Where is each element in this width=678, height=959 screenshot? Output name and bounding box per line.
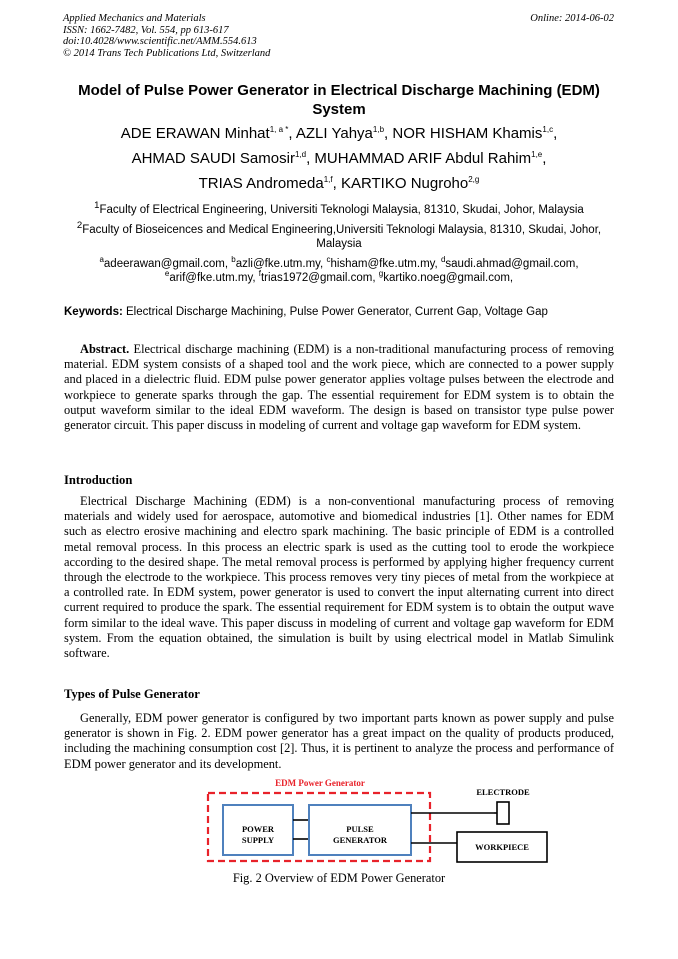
keywords-label: Keywords: (64, 306, 123, 318)
abstract-label: Abstract. (80, 342, 130, 356)
author-sup: 1,d (294, 150, 307, 159)
journal-header (63, 13, 270, 59)
abstract (64, 342, 614, 433)
author-name: AZLI Yahya (295, 125, 373, 142)
author-line-1: ADE ERAWAN Minhat$^{1, a *}$, AZLI Yahya$^{1,b}$, NOR HISHAM Khamis$^{1,c}$, (120, 125, 558, 142)
affiliation-sup: 1 (94, 200, 100, 211)
email: adeerawan@gmail.com, (103, 258, 232, 270)
doi-line: doi:10.4028/www.scientific.net/AMM.554.613 (63, 36, 257, 47)
email: azli@fke.utm.my, (235, 258, 327, 270)
author-sup: 1, a * (269, 125, 289, 134)
electrode-block (497, 802, 509, 824)
diagram-group-label: EDM Power Generator (275, 778, 365, 788)
email-list (64, 257, 614, 285)
affiliation-text: Faculty of Bioseicences and Medical Engineering,Universiti Teknologi Malaysia, 81310, Skudai, Johor, Malaysia (82, 223, 602, 250)
author-name: KARTIKO Nugroho (340, 175, 469, 192)
email: kartiko.noeg@gmail.com, (383, 272, 514, 284)
copyright-line: © 2014 Trans Tech Publications Ltd, Switzerland (63, 47, 271, 59)
author-sup: 1,c (542, 125, 554, 134)
author-list (60, 121, 618, 196)
keywords-text: Electrical Discharge Machining, Pulse Power Generator, Current Gap, Voltage Gap (126, 306, 548, 318)
email: trias1972@gmail.com, (260, 272, 379, 284)
email: hisham@fke.utm.my, (330, 258, 441, 270)
affiliation-text: Faculty of Electrical Engineering, Universiti Teknologi Malaysia, 81310, Skudai, Johor, Malaysia (99, 203, 584, 216)
affiliation-2 (64, 219, 614, 251)
author-name: NOR HISHAM Khamis (392, 125, 543, 142)
email: saudi.ahmad@gmail.com, (445, 258, 579, 270)
journal-name: Applied Mechanics and Materials (63, 13, 206, 24)
email-sup: g (378, 269, 384, 279)
section-heading-introduction: Introduction (64, 473, 133, 487)
author-sup: 1,f (323, 175, 333, 184)
author-name: MUHAMMAD ARIF Abdul Rahim (314, 150, 532, 167)
email-sup: a (99, 255, 104, 265)
email-sup: c (326, 255, 331, 265)
author-name: ADE ERAWAN Minhat (120, 125, 270, 142)
power-supply-label-2: SUPPLY (241, 835, 275, 845)
abstract-text: Electrical discharge machining (EDM) is a non-traditional manufacturing process of removing material. EDM system consists of a shaped tool and the work piece, which are connected to a power supply and placed in a dielectric fluid. EDM pulse power generator applies voltage pulses between the electrode and workpiece to generate sparks through the gap. The essential requirement for EDM system is to obtain the output waveform similar to the ideal EDM waveform. The design is based on transistor type pulse power generator circuit. This paper discuss in modeling of current and voltage gap waveform for EDM system. (64, 342, 614, 433)
email-sup: e (164, 269, 170, 279)
email-line-1 (64, 257, 614, 271)
electrode-label: ELECTRODE (476, 787, 530, 797)
affiliation-1 (64, 199, 614, 217)
online-date: Online: 2014-06-02 (530, 13, 614, 24)
email-sup: f (258, 269, 261, 279)
author-line-3: TRIAS Andromeda$^{1,f}$, KARTIKO Nugroho$^{2,g}$ (198, 175, 480, 192)
email-sup: b (231, 255, 236, 265)
email: arif@fke.utm.my, (169, 272, 259, 284)
author-name: TRIAS Andromeda (198, 175, 324, 192)
email-sup: d (440, 255, 446, 265)
paper-title: Model of Pulse Power Generator in Electrical Discharge Machining (EDM) System (78, 82, 600, 118)
power-supply-label-1: POWER (241, 824, 275, 834)
author-sup: 1,e (531, 150, 543, 159)
pulse-generator-label-2: GENERATOR (332, 835, 388, 845)
author-line-2: AHMAD SAUDI Samosir$^{1,d}$, MUHAMMAD ARIF Abdul Rahim$^{1,e}$, (131, 150, 547, 167)
workpiece-label: WORKPIECE (475, 842, 529, 852)
affiliation-sup: 2 (76, 220, 83, 231)
figure-caption: Fig. 2 Overview of EDM Power Generator (232, 871, 446, 885)
introduction-text: Electrical Discharge Machining (EDM) is a non-conventional manufacturing process of removing materials and widely used for aerospace, automotive and biomedical industries [1]. Other names for EDM such as electro erosive machining and electro spark machining. The basic principle of EDM is a controlled metal removal process. In this process an electric spark is used as the cutting tool to erode the workpiece according to the desired shape. The metal removal process is performed by applying higher frequency current through the electrode to the workpiece. This process removes very tiny pieces of metal from the workpiece at a controlled rate. In EDM system, power generator is used to convert the input alternating current into direct current required to produce the spark. The essential requirement for EDM system is to obtain the output wave form similar to the ideal wave. This paper discuss in modeling of current and voltage gap waveform for EDM system. From the equation obtained, the simulation is built by using electrical model in Matlab Simulink software. (64, 494, 614, 661)
issn-line: ISSN: 1662-7482, Vol. 554, pp 613-617 (63, 24, 229, 36)
author-sup: 1,b (372, 125, 385, 134)
types-text: Generally, EDM power generator is configured by two important parts known as power supply and pulse generator is shown in Fig. 2. EDM power generator has a great impact on the quality of products produced, including the machining consumption cost [2]. Thus, it is pertinent to analyze the process and performance of EDM power generator and its development. (64, 711, 614, 771)
section-heading-types: Types of Pulse Generator (64, 687, 200, 701)
author-sup: 2,g (468, 175, 480, 184)
email-line-2 (64, 271, 614, 285)
edm-diagram (200, 775, 560, 875)
pulse-generator-label-1: PULSE (346, 824, 374, 834)
author-name: AHMAD SAUDI Samosir (131, 150, 295, 167)
keywords (64, 305, 619, 319)
